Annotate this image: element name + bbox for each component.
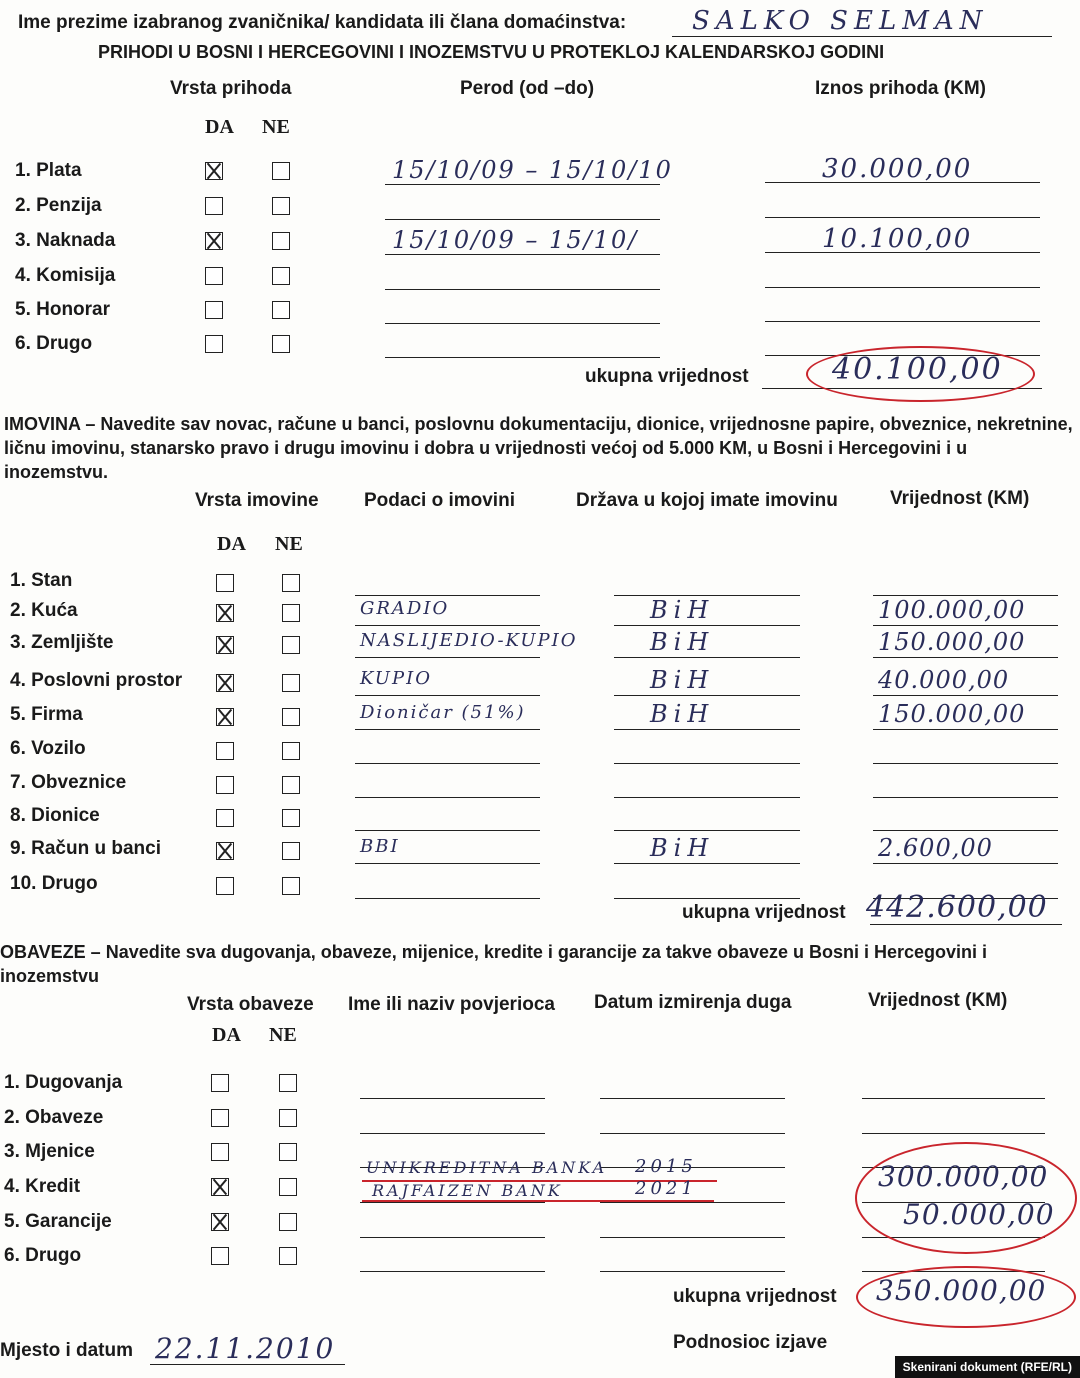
income-period-value: 15/10/09 – 15/10/10 bbox=[392, 156, 673, 184]
liability-da-checkbox[interactable] bbox=[211, 1074, 229, 1092]
liability-ne-checkbox[interactable] bbox=[279, 1178, 297, 1196]
liabilities-total-red-circle bbox=[856, 1266, 1076, 1328]
income-period-line bbox=[385, 289, 660, 290]
income-row-label: 6. Drugo bbox=[15, 333, 93, 354]
liability-ne-checkbox[interactable] bbox=[279, 1143, 297, 1161]
asset-ne-checkbox[interactable] bbox=[282, 776, 300, 794]
credit-line-2-date: 2021 bbox=[635, 1178, 697, 1199]
credit-line-2-value: 50.000,00 bbox=[903, 1198, 1055, 1231]
asset-country-line bbox=[614, 898, 800, 899]
asset-value-value: 100.000,00 bbox=[878, 596, 1026, 624]
asset-row-label: 4. Poslovni prostor bbox=[10, 670, 183, 691]
asset-da-checkbox[interactable] bbox=[216, 574, 234, 592]
credit-line-2-red-underline bbox=[362, 1200, 714, 1202]
asset-value-line bbox=[873, 729, 1058, 730]
asset-country-line bbox=[614, 797, 800, 798]
asset-country-value: BiH bbox=[650, 700, 715, 728]
income-da-checkbox[interactable] bbox=[205, 197, 223, 215]
asset-info-line bbox=[355, 695, 540, 696]
liability-date-line bbox=[600, 1133, 785, 1134]
asset-row-label: 3. Zemljište bbox=[10, 632, 114, 653]
income-period-line bbox=[385, 219, 660, 220]
asset-ne-checkbox[interactable] bbox=[282, 674, 300, 692]
asset-da-checkbox[interactable] bbox=[216, 776, 234, 794]
asset-country-value: BiH bbox=[650, 834, 715, 862]
asset-country-line bbox=[614, 729, 800, 730]
asset-country-value: BiH bbox=[650, 628, 715, 656]
asset-value-line bbox=[873, 695, 1058, 696]
liabilities-intro: OBAVEZE – Navedite sva dugovanja, obaveze, mijenice, kredite i garancije za takve obaveze u Bosni i Hercegovini i inozemstvu bbox=[0, 942, 988, 986]
asset-value-value: 40.000,00 bbox=[878, 666, 1010, 694]
income-da-checkbox[interactable] bbox=[205, 232, 223, 250]
asset-value-value: 150.000,00 bbox=[878, 628, 1026, 656]
asset-row-label: 7. Obveznice bbox=[10, 772, 127, 793]
asset-info-line bbox=[355, 830, 540, 831]
income-period-line bbox=[385, 323, 660, 324]
asset-ne-checkbox[interactable] bbox=[282, 842, 300, 860]
place-date-line bbox=[150, 1364, 345, 1365]
liability-ne-checkbox[interactable] bbox=[279, 1074, 297, 1092]
income-row-label: 3. Naknada bbox=[15, 230, 116, 251]
asset-info-value: Dioničar (51%) bbox=[360, 702, 526, 723]
income-da-checkbox[interactable] bbox=[205, 335, 223, 353]
income-total-label: ukupna vrijednost bbox=[585, 366, 749, 387]
asset-country-value: BiH bbox=[650, 596, 715, 624]
asset-row-label: 8. Dionice bbox=[10, 805, 100, 826]
asset-ne-checkbox[interactable] bbox=[282, 636, 300, 654]
asset-da-checkbox[interactable] bbox=[216, 742, 234, 760]
asset-da-checkbox[interactable] bbox=[216, 708, 234, 726]
income-ne-checkbox[interactable] bbox=[272, 232, 290, 250]
asset-ne-checkbox[interactable] bbox=[282, 742, 300, 760]
asset-value-value: 2.600,00 bbox=[878, 834, 993, 862]
asset-da-checkbox[interactable] bbox=[216, 877, 234, 895]
liability-row-label: 6. Drugo bbox=[4, 1245, 82, 1266]
place-date-label: Mjesto i datum bbox=[0, 1340, 134, 1361]
income-amount-value: 10.100,00 bbox=[822, 224, 973, 254]
asset-info-value: BBI bbox=[360, 836, 400, 857]
asset-ne-checkbox[interactable] bbox=[282, 574, 300, 592]
asset-country-line bbox=[614, 863, 800, 864]
credit-line-2-creditor: RAJFAIZEN BANK bbox=[372, 1181, 563, 1200]
income-section-title: PRIHODI U BOSNI I HERCEGOVINI I INOZEMSTVU U PROTEKLOJ KALENDARSKOJ GODINI bbox=[98, 42, 885, 62]
asset-da-checkbox[interactable] bbox=[216, 809, 234, 827]
liability-row-label: 1. Dugovanja bbox=[4, 1072, 123, 1093]
asset-info-line bbox=[355, 625, 540, 626]
credit-line-1-creditor: UNIKREDITNA BANKA bbox=[366, 1158, 608, 1177]
income-period-line bbox=[385, 357, 660, 358]
asset-value-value: 150.000,00 bbox=[878, 700, 1026, 728]
income-da-header: DA bbox=[205, 116, 234, 138]
assets-col-country: Država u kojoj imate imovinu bbox=[576, 490, 838, 511]
income-col-period: Perod (od –do) bbox=[460, 78, 595, 99]
income-amount-line bbox=[765, 287, 1040, 288]
asset-da-checkbox[interactable] bbox=[216, 636, 234, 654]
income-ne-checkbox[interactable] bbox=[272, 335, 290, 353]
liability-ne-checkbox[interactable] bbox=[279, 1109, 297, 1127]
liability-row-label: 3. Mjenice bbox=[4, 1141, 95, 1162]
liability-row-label: 5. Garancije bbox=[4, 1211, 112, 1232]
credit-line-1-date: 2015 bbox=[635, 1156, 697, 1177]
asset-country-line bbox=[614, 830, 800, 831]
credit-line-1-value: 300.000,00 bbox=[878, 1160, 1049, 1193]
income-row-label: 5. Honorar bbox=[15, 299, 111, 320]
scan-source-badge: Skenirani dokument (RFE/RL) bbox=[895, 1356, 1080, 1378]
income-ne-checkbox[interactable] bbox=[272, 267, 290, 285]
asset-value-line bbox=[873, 863, 1058, 864]
liabilities-col-date: Datum izmirenja duga bbox=[594, 992, 792, 1013]
asset-info-line bbox=[355, 797, 540, 798]
asset-row-label: 9. Račun u banci bbox=[10, 838, 161, 859]
liability-date-line bbox=[600, 1202, 785, 1203]
assets-col-type: Vrsta imovine bbox=[195, 490, 319, 511]
asset-ne-checkbox[interactable] bbox=[282, 809, 300, 827]
asset-info-value: GRADIO bbox=[360, 598, 450, 619]
income-ne-checkbox[interactable] bbox=[272, 301, 290, 319]
income-row-label: 1. Plata bbox=[15, 160, 82, 181]
liability-da-checkbox[interactable] bbox=[211, 1143, 229, 1161]
asset-value-line bbox=[873, 797, 1058, 798]
income-total-red-circle bbox=[806, 346, 1035, 402]
liability-row-label: 2. Obaveze bbox=[4, 1107, 104, 1128]
asset-country-value: BiH bbox=[650, 666, 715, 694]
liabilities-total-value: 350.000,00 bbox=[876, 1274, 1047, 1307]
place-date-value: 22.11.2010 bbox=[155, 1332, 336, 1365]
asset-info-line bbox=[355, 763, 540, 764]
assets-ne-header: NE bbox=[275, 533, 303, 555]
name-underline bbox=[672, 36, 1052, 37]
income-da-checkbox[interactable] bbox=[205, 162, 223, 180]
asset-value-line bbox=[873, 657, 1058, 658]
assets-total-value: 442.600,00 bbox=[866, 890, 1048, 925]
liability-value-line bbox=[862, 1133, 1045, 1134]
asset-ne-checkbox[interactable] bbox=[282, 877, 300, 895]
income-amount-value: 30.000,00 bbox=[822, 154, 973, 184]
assets-col-info: Podaci o imovini bbox=[364, 490, 515, 511]
income-da-checkbox[interactable] bbox=[205, 301, 223, 319]
income-ne-header: NE bbox=[262, 116, 290, 138]
liability-row-label: 4. Kredit bbox=[4, 1176, 81, 1197]
liabilities-col-creditor: Ime ili naziv povjerioca bbox=[348, 994, 555, 1015]
assets-intro: IMOVINA – Navedite sav novac, račune u banci, poslovnu dokumentaciju, dionice, vrijednosne papire, obveznice, nekretnine, ličnu imovinu, stanarsko pravo i drugu imovinu i dobra u vrijednosti većoj od 5.000 KM, u Bosni i Hercegovini i u inozemstvu. bbox=[4, 414, 1073, 482]
liability-date-line bbox=[600, 1237, 785, 1238]
name-label: Ime prezime izabranog zvaničnika/ kandidata ili člana domaćinstva: bbox=[18, 12, 627, 33]
income-col-type: Vrsta prihoda bbox=[170, 78, 292, 99]
liabilities-da-header: DA bbox=[212, 1024, 241, 1046]
assets-total-label: ukupna vrijednost bbox=[682, 902, 846, 923]
asset-info-value: NASLIJEDIO-KUPIO bbox=[360, 630, 578, 651]
asset-country-line bbox=[614, 695, 800, 696]
income-ne-checkbox[interactable] bbox=[272, 197, 290, 215]
asset-row-label: 5. Firma bbox=[10, 704, 83, 725]
asset-value-line bbox=[873, 830, 1058, 831]
income-amount-line bbox=[765, 321, 1040, 322]
asset-row-label: 1. Stan bbox=[10, 570, 73, 591]
liabilities-col-type: Vrsta obaveze bbox=[187, 994, 314, 1015]
income-col-amount: Iznos prihoda (KM) bbox=[815, 78, 986, 99]
asset-info-line bbox=[355, 595, 540, 596]
liabilities-total-label: ukupna vrijednost bbox=[673, 1286, 837, 1307]
liability-date-line bbox=[600, 1271, 785, 1272]
asset-row-label: 2. Kuća bbox=[10, 600, 78, 621]
asset-value-line bbox=[873, 763, 1058, 764]
income-row-label: 4. Komisija bbox=[15, 265, 116, 286]
liability-creditor-line bbox=[360, 1202, 545, 1203]
asset-ne-checkbox[interactable] bbox=[282, 708, 300, 726]
asset-info-value: KUPIO bbox=[360, 668, 432, 689]
asset-da-checkbox[interactable] bbox=[216, 842, 234, 860]
asset-info-line bbox=[355, 863, 540, 864]
liability-creditor-line bbox=[360, 1098, 545, 1099]
asset-row-label: 10. Drugo bbox=[10, 873, 98, 894]
asset-info-line bbox=[355, 729, 540, 730]
asset-info-line bbox=[355, 898, 540, 899]
liability-da-checkbox[interactable] bbox=[211, 1178, 229, 1196]
liability-da-checkbox[interactable] bbox=[211, 1109, 229, 1127]
assets-da-header: DA bbox=[217, 533, 246, 555]
credit-values-red-circle bbox=[855, 1142, 1077, 1254]
asset-info-line bbox=[355, 657, 540, 658]
asset-ne-checkbox[interactable] bbox=[282, 604, 300, 622]
income-period-value: 15/10/09 – 15/10/ bbox=[392, 226, 639, 254]
submitter-label: Podnosioc izjave bbox=[673, 1332, 828, 1353]
liability-creditor-line bbox=[360, 1237, 545, 1238]
income-da-checkbox[interactable] bbox=[205, 267, 223, 285]
liabilities-col-value: Vrijednost (KM) bbox=[868, 990, 1008, 1011]
name-value: SALKO SELMAN bbox=[692, 6, 989, 36]
liability-ne-checkbox[interactable] bbox=[279, 1247, 297, 1265]
liability-date-line bbox=[600, 1098, 785, 1099]
asset-row-label: 6. Vozilo bbox=[10, 738, 86, 759]
asset-country-line bbox=[614, 657, 800, 658]
income-period-line bbox=[385, 184, 660, 185]
income-row-label: 2. Penzija bbox=[15, 195, 102, 216]
assets-col-value: Vrijednost (KM) bbox=[890, 488, 1030, 509]
liability-creditor-line bbox=[360, 1133, 545, 1134]
liability-value-line bbox=[862, 1098, 1045, 1099]
income-ne-checkbox[interactable] bbox=[272, 162, 290, 180]
income-total-value: 40.100,00 bbox=[832, 352, 1003, 387]
asset-country-line bbox=[614, 625, 800, 626]
liability-creditor-line bbox=[360, 1271, 545, 1272]
asset-da-checkbox[interactable] bbox=[216, 674, 234, 692]
asset-country-line bbox=[614, 763, 800, 764]
asset-value-line bbox=[873, 625, 1058, 626]
liability-ne-checkbox[interactable] bbox=[279, 1213, 297, 1231]
liability-da-checkbox[interactable] bbox=[211, 1247, 229, 1265]
income-period-line bbox=[385, 254, 660, 255]
liabilities-ne-header: NE bbox=[269, 1024, 297, 1046]
liability-da-checkbox[interactable] bbox=[211, 1213, 229, 1231]
income-amount-line bbox=[765, 217, 1040, 218]
asset-da-checkbox[interactable] bbox=[216, 604, 234, 622]
